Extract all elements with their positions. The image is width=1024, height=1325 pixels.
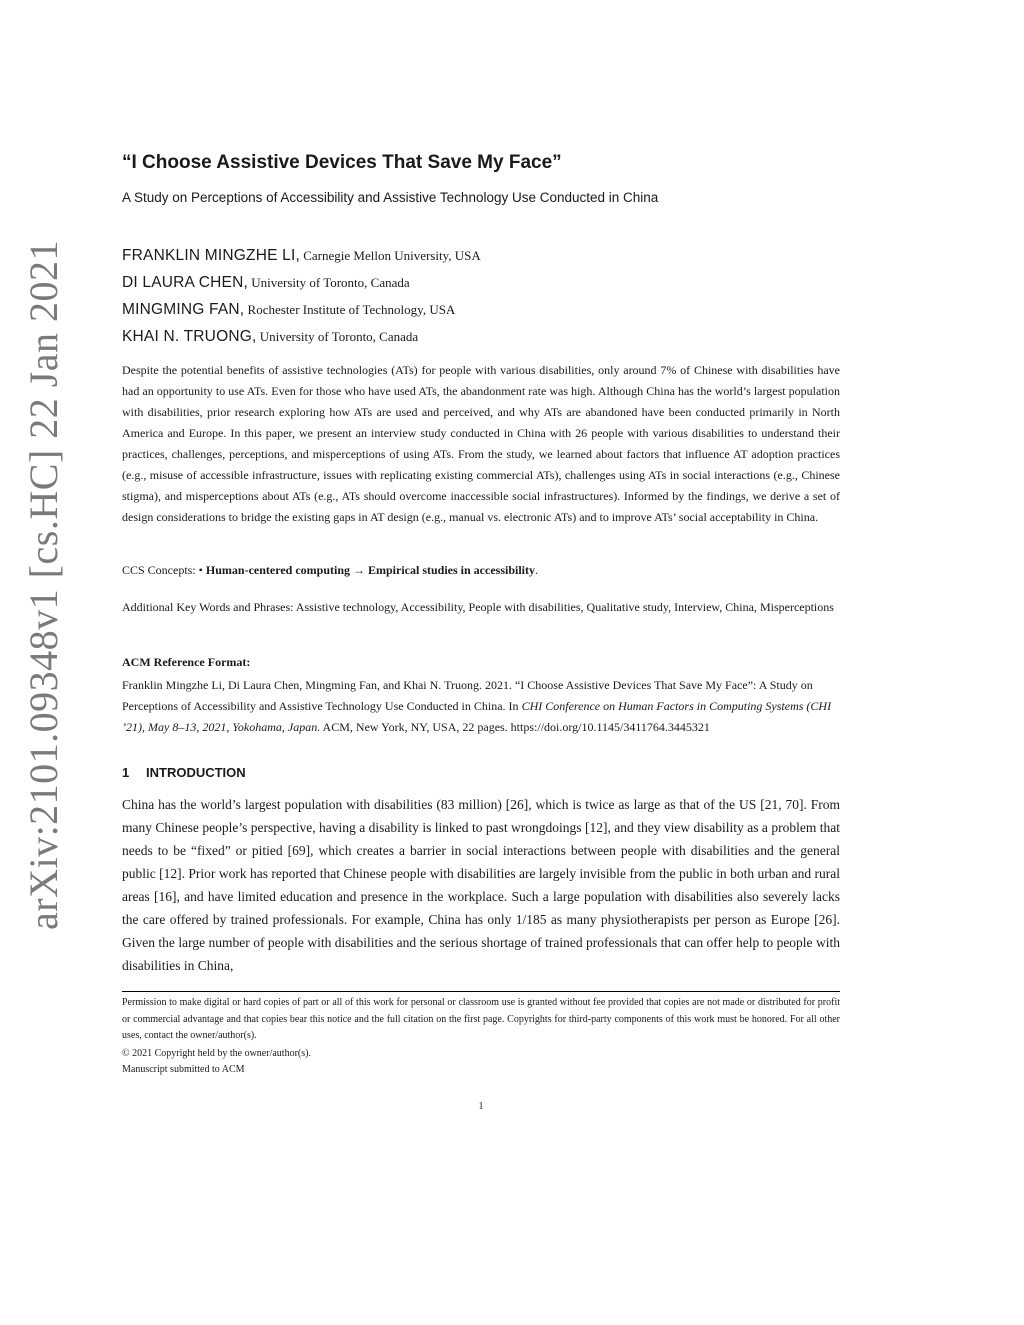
author-affiliation: University of Toronto, Canada xyxy=(256,329,419,344)
author-list xyxy=(122,242,840,350)
ccs-concepts xyxy=(122,561,840,579)
author-name: DI LAURA CHEN, xyxy=(122,274,248,291)
author-affiliation: University of Toronto, Canada xyxy=(247,275,410,290)
acm-reference-venue: CHI Conference on Human Factors in Computing Systems (CHI ’21), May 8–13, 2021, Yokohama, Japan. xyxy=(122,699,832,734)
author-affiliation: Carnegie Mellon University, USA xyxy=(299,248,481,263)
section-number: 1 xyxy=(122,765,130,780)
page-number: 1 xyxy=(478,1101,484,1112)
ccs-prefix: CCS Concepts: • xyxy=(122,563,206,577)
intro-paragraph: China has the world’s largest population with disabilities (83 million) [26], which is twice as large as that of the US [21, 70]. From many Chinese people’s perspective, having a disability is linked to past wrongdoings [12], and they view disability as a problem that needs to be “fixed” or pitied [69], which creates a barrier in social interactions between people with disabilities and the general public [12]. Prior work has reported that Chinese people with disabilities are largely invisible from the public in both urban and rural areas [16], and have limited education and presence in the workplace. Such a large population with disabilities also severely lacks the care offered by trained professionals. For example, China has only 1/185 as many physiotherapists per person as Europe [26]. Given the large number of people with disabilities and the serious shortage of trained professionals that can offer help to people with disabilities in China, xyxy=(122,797,840,973)
keywords: Additional Key Words and Phrases: Assistive technology, Accessibility, People with disabilities, Qualitative study, Interview, China, Misperceptions xyxy=(122,600,834,614)
author-name: KHAI N. TRUONG, xyxy=(122,328,257,345)
paper-title: “I Choose Assistive Devices That Save My Face” xyxy=(122,152,562,173)
section-heading xyxy=(122,765,840,780)
author-entry xyxy=(122,269,840,296)
author-name: FRANKLIN MINGZHE LI, xyxy=(122,247,300,264)
author-entry xyxy=(122,323,840,350)
copyright-block xyxy=(122,1046,840,1078)
permission-footnote: Permission to make digital or hard copies of part or all of this work for personal or classroom use is granted without fee provided that copies are not made or distributed for profit or commercial advantage and that copies bear this notice and the full citation on the first page. Copyrights for third-party components of this work must be honored. For all other uses, contact the owner/author(s). xyxy=(122,997,840,1041)
author-entry xyxy=(122,242,840,269)
acm-reference-text: Franklin Mingzhe Li, Di Laura Chen, Mingming Fan, and Khai N. Truong. 2021. “I Choose Assistive Devices That Save My Face”: A Study on Perceptions of Accessibility and Assistive Technology Use Conducted in China. In xyxy=(122,678,813,713)
paper-subtitle: A Study on Perceptions of Accessibility and Assistive Technology Use Conducted in China xyxy=(122,190,659,205)
ccs-suffix: . xyxy=(535,563,538,577)
footnote-rule xyxy=(122,991,840,992)
acm-reference-doi: ACM, New York, NY, USA, 22 pages. https://doi.org/10.1145/3411764.3445321 xyxy=(320,720,710,734)
author-name: MINGMING FAN, xyxy=(122,301,245,318)
acm-reference xyxy=(122,675,840,738)
acm-reference-heading: ACM Reference Format: xyxy=(122,655,251,669)
abstract: Despite the potential benefits of assistive technologies (ATs) for people with various disabilities, only around 7% of Chinese with disabilities have had an opportunity to use ATs. Even for those who have used ATs, the abandonment rate was high. Although China has the world’s largest population with disabilities, prior research exploring how ATs are used and perceived, and why ATs are abandoned have been conducted primarily in North America and Europe. In this paper, we present an interview study conducted in China with 26 people with various disabilities to understand their practices, challenges, perceptions, and misperceptions of using ATs. From the study, we learned about factors that influence AT adoption practices (e.g., misuse of accessible infrastructure, issues with replicating existing commercial ATs), challenges using ATs in social interactions (e.g., Chinese stigma), and misperceptions about ATs (e.g., ATs should overcome inaccessible social infrastructures). Informed by the findings, we derive a set of design considerations to bridge the existing gaps in AT design (e.g., manual vs. electronic ATs) and to improve ATs’ social acceptability in China. xyxy=(122,363,840,524)
ccs-concept: Human-centered computing → Empirical studies in accessibility xyxy=(205,563,535,577)
manuscript-line: Manuscript submitted to ACM xyxy=(122,1064,245,1075)
arxiv-stamp: arXiv:2101.09348v1 [cs.HC] 22 Jan 2021 xyxy=(21,239,66,930)
author-affiliation: Rochester Institute of Technology, USA xyxy=(244,302,456,317)
section-title: INTRODUCTION xyxy=(146,765,246,780)
copyright-line: © 2021 Copyright held by the owner/author(s). xyxy=(122,1048,311,1059)
author-entry xyxy=(122,296,840,323)
